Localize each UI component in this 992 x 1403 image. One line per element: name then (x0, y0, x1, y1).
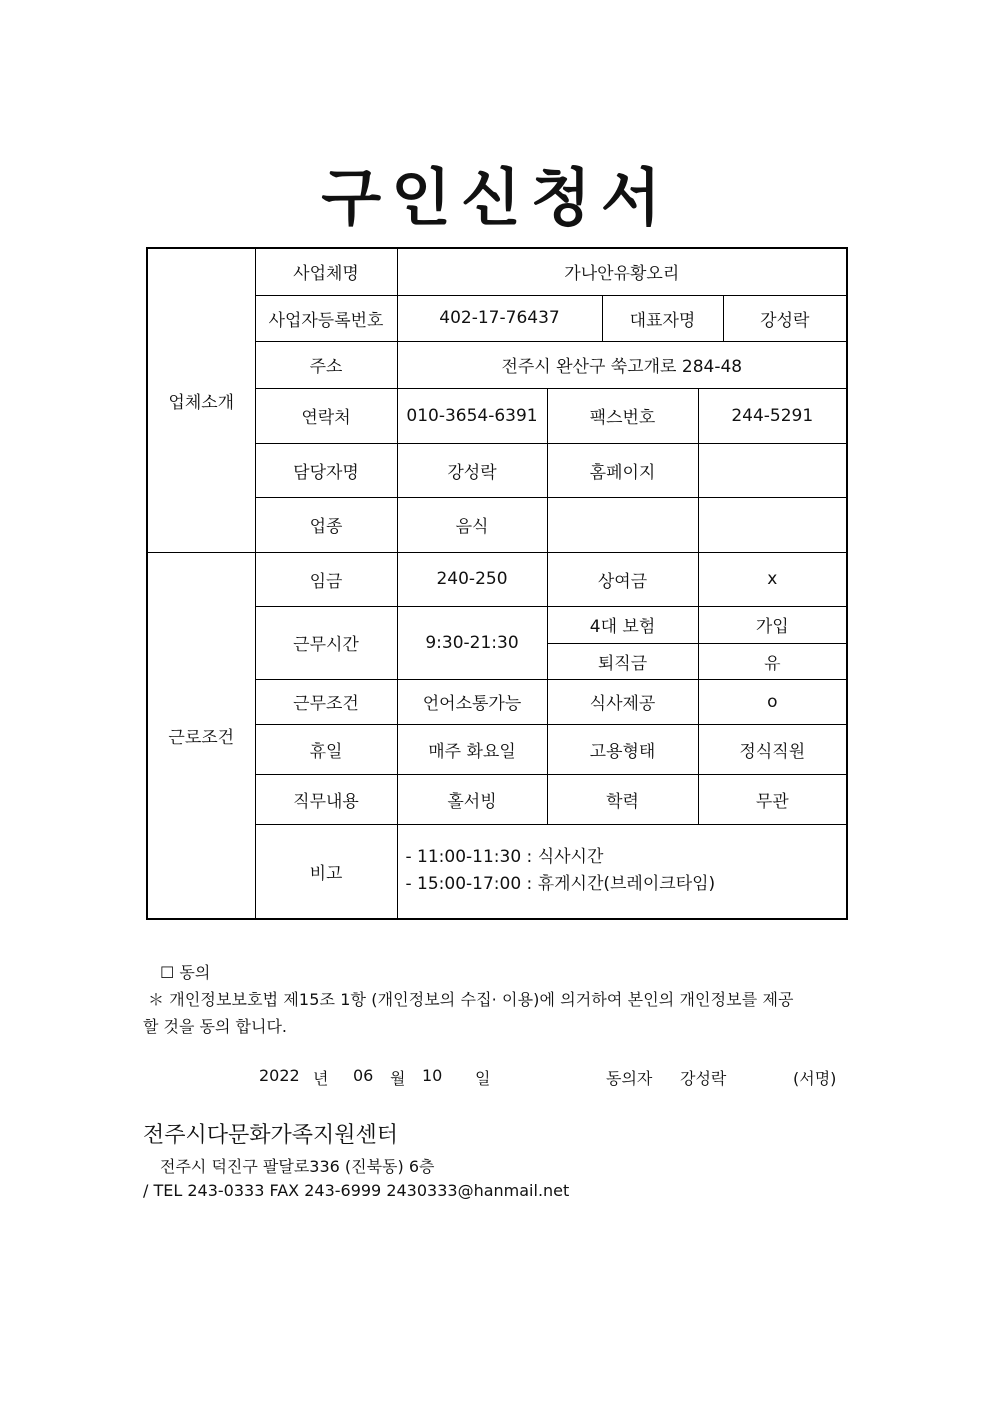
consent-year-unit: 년 (313, 1069, 329, 1088)
consent-date-row (0, 1066, 992, 1090)
job-application-table (146, 247, 848, 920)
homepage-value (698, 443, 847, 497)
company-name-value: 가나안유황오리 (397, 248, 847, 295)
duty-value: 홀서빙 (397, 774, 547, 824)
remark-line: - 11:00-11:30 : 식사시간 (405, 847, 604, 868)
page-title: 구인신청서 (321, 161, 671, 234)
severance-value: 유 (698, 643, 847, 679)
remarks-content (397, 824, 847, 919)
organization-address: 전주시 덕진구 팔달로336 (진북동) 6층 (160, 1157, 435, 1176)
duty-label: 직무내용 (255, 774, 397, 824)
industry-extra-cell (547, 497, 698, 552)
bizno-value: 402-17-76437 (397, 295, 602, 341)
signer-label: 동의자 (606, 1069, 653, 1088)
wage-label: 임금 (255, 552, 397, 606)
conditions-section-label: 근로조건 (147, 552, 255, 919)
meal-value: o (698, 679, 847, 724)
insurance-label: 4대 보험 (547, 606, 698, 643)
fax-label: 팩스번호 (547, 388, 698, 443)
meal-label: 식사제공 (547, 679, 698, 724)
industry-extra-cell-2 (698, 497, 847, 552)
organization-contact: / TEL 243-0333 FAX 243-6999 2430333@hanmail.net (143, 1181, 570, 1200)
education-value: 무관 (698, 774, 847, 824)
consent-checkbox[interactable]: ☐ 동의 (160, 963, 211, 982)
phone-label: 연락처 (255, 388, 397, 443)
homepage-label: 홈페이지 (547, 443, 698, 497)
industry-label: 업종 (255, 497, 397, 552)
employment-value: 정식직원 (698, 724, 847, 774)
bonus-label: 상여금 (547, 552, 698, 606)
company-section-label: 업체소개 (147, 248, 255, 552)
sign-note: (서명) (793, 1069, 837, 1088)
address-value: 전주시 완산구 쑥고개로 284-48 (397, 341, 847, 388)
consent-day-unit: 일 (475, 1069, 491, 1088)
consent-clause-line1: ＊ 개인정보보호법 제15조 1항 (개인정보의 수집· 이용)에 의거하여 본인의 개인정보를 제공 (148, 990, 794, 1009)
workcond-value: 언어소통가능 (397, 679, 547, 724)
bizno-label: 사업자등록번호 (255, 295, 397, 341)
manager-value: 강성락 (397, 443, 547, 497)
fax-value: 244-5291 (698, 388, 847, 443)
remarks-label: 비고 (255, 824, 397, 919)
insurance-value: 가입 (698, 606, 847, 643)
hours-value: 9:30-21:30 (397, 606, 547, 679)
manager-label: 담당자명 (255, 443, 397, 497)
bonus-value: x (698, 552, 847, 606)
workcond-label: 근무조건 (255, 679, 397, 724)
wage-value: 240-250 (397, 552, 547, 606)
consent-month-unit: 월 (390, 1069, 406, 1088)
ceo-label: 대표자명 (602, 295, 723, 341)
severance-label: 퇴직금 (547, 643, 698, 679)
consent-day: 10 (422, 1066, 443, 1085)
holiday-value: 매주 화요일 (397, 724, 547, 774)
remark-line: - 15:00-17:00 : 휴게시간(브레이크타임) (405, 874, 716, 895)
company-name-label: 사업체명 (255, 248, 397, 295)
hours-label: 근무시간 (255, 606, 397, 679)
employment-label: 고용형태 (547, 724, 698, 774)
education-label: 학력 (547, 774, 698, 824)
phone-value: 010-3654-6391 (397, 388, 547, 443)
consent-clause-line2: 할 것을 동의 합니다. (143, 1017, 287, 1036)
consent-year: 2022 (259, 1066, 300, 1085)
industry-value: 음식 (397, 497, 547, 552)
address-label: 주소 (255, 341, 397, 388)
holiday-label: 휴일 (255, 724, 397, 774)
ceo-value: 강성락 (723, 295, 847, 341)
organization-name: 전주시다문화가족지원센터 (143, 1123, 399, 1148)
consent-month: 06 (353, 1066, 374, 1085)
signer-name: 강성락 (680, 1069, 727, 1088)
